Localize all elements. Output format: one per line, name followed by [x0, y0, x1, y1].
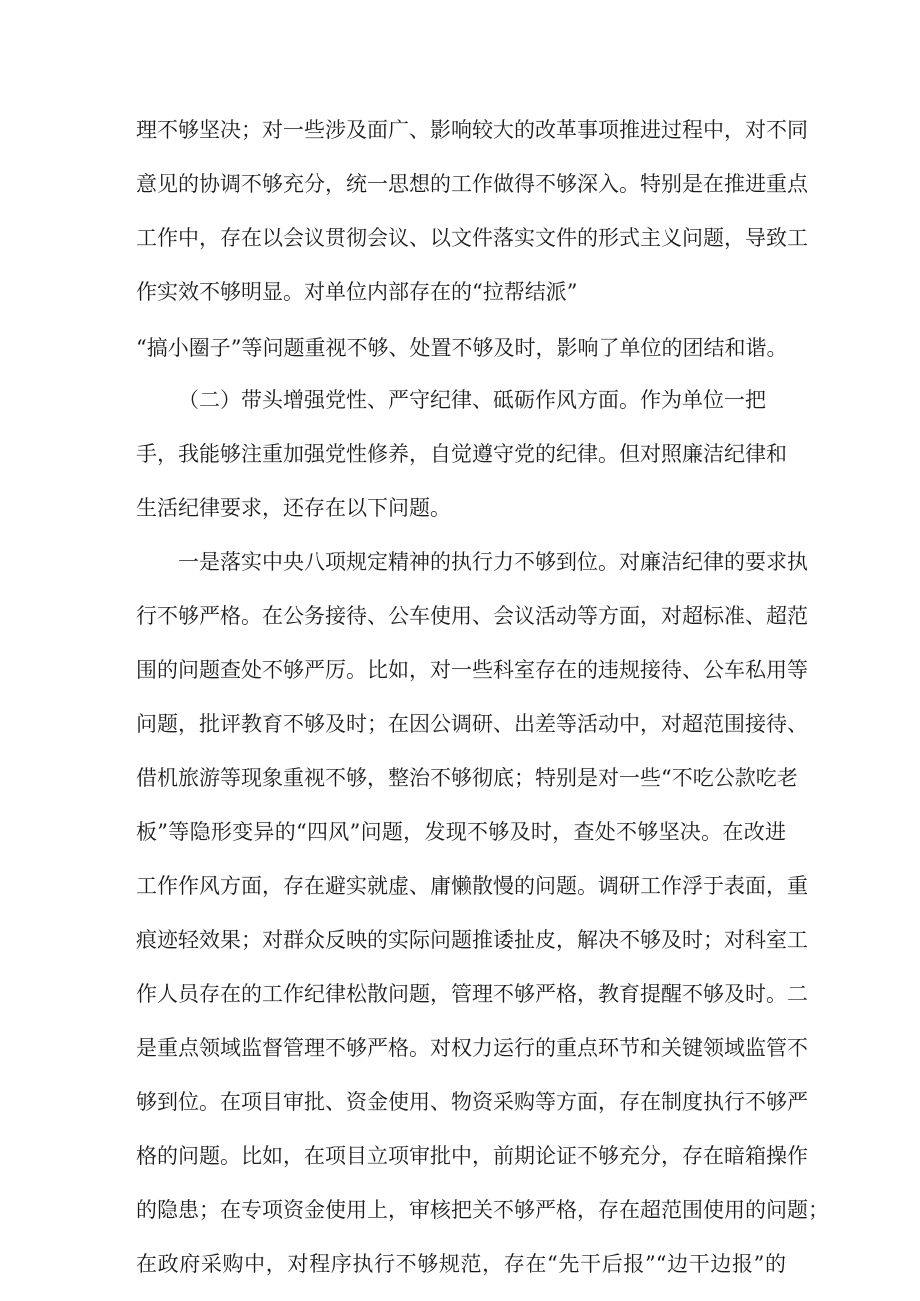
- text-line: 的隐患；在专项资金使用上，审核把关不够严格，存在超范围使用的问题；: [136, 1198, 829, 1222]
- text-line: 生活纪律要求，还存在以下问题。: [136, 496, 451, 520]
- text-line: 围的问题查处不够严厉。比如，对一些科室存在的违规接待、公车私用等: [136, 658, 808, 682]
- text-line: 问题，批评教育不够及时；在因公调研、出差等活动中，对超范围接待、: [136, 712, 808, 736]
- paragraph-start-line: 一是落实中央八项规定精神的执行力不够到位。对廉洁纪律的要求执: [178, 550, 808, 574]
- text-line: 在政府采购中，对程序执行不够规范，存在“先干后报”“边干边报”的: [136, 1252, 786, 1276]
- text-line: 是重点领域监督管理不够严格。对权力运行的重点环节和关键领域监管不: [136, 1036, 808, 1060]
- text-line: 手，我能够注重加强党性修养，自觉遵守党的纪律。但对照廉洁纪律和: [136, 442, 787, 466]
- text-line: 行不够严格。在公务接待、公车使用、会议活动等方面，对超标准、超范: [136, 604, 808, 628]
- text-line: 工作作风方面，存在避实就虚、庸懒散慢的问题。调研工作浮于表面，重: [136, 874, 808, 898]
- text-line: 痕迹轻效果；对群众反映的实际问题推诿扯皮，解决不够及时；对科室工: [136, 928, 808, 952]
- text-line: 意见的协调不够充分，统一思想的工作做得不够深入。特别是在推进重点: [136, 172, 808, 196]
- text-line: “搞小圈子”等问题重视不够、处置不够及时，影响了单位的团结和谐。: [136, 336, 788, 360]
- text-line: 够到位。在项目审批、资金使用、物资采购等方面，存在制度执行不够严: [136, 1090, 808, 1114]
- text-line: 板”等隐形变异的“四风”问题，发现不够及时，查处不够坚决。在改进: [136, 820, 786, 844]
- text-line: 工作中，存在以会议贯彻会议、以文件落实文件的形式主义问题，导致工: [136, 226, 808, 250]
- text-line: 作实效不够明显。对单位内部存在的“拉帮结派”: [136, 280, 578, 304]
- text-line: 格的问题。比如，在项目立项审批中，前期论证不够充分，存在暗箱操作: [136, 1144, 808, 1168]
- section-heading: （二）带头增强党性、严守纪律、砥砺作风方面。作为单位一把: [178, 388, 766, 412]
- text-line: 作人员存在的工作纪律松散问题，管理不够严格，教育提醒不够及时。二: [136, 982, 808, 1006]
- text-line: 理不够坚决；对一些涉及面广、影响较大的改革事项推进过程中，对不同: [136, 118, 808, 142]
- text-line: 借机旅游等现象重视不够，整治不够彻底；特别是对一些“不吃公款吃老: [136, 766, 798, 790]
